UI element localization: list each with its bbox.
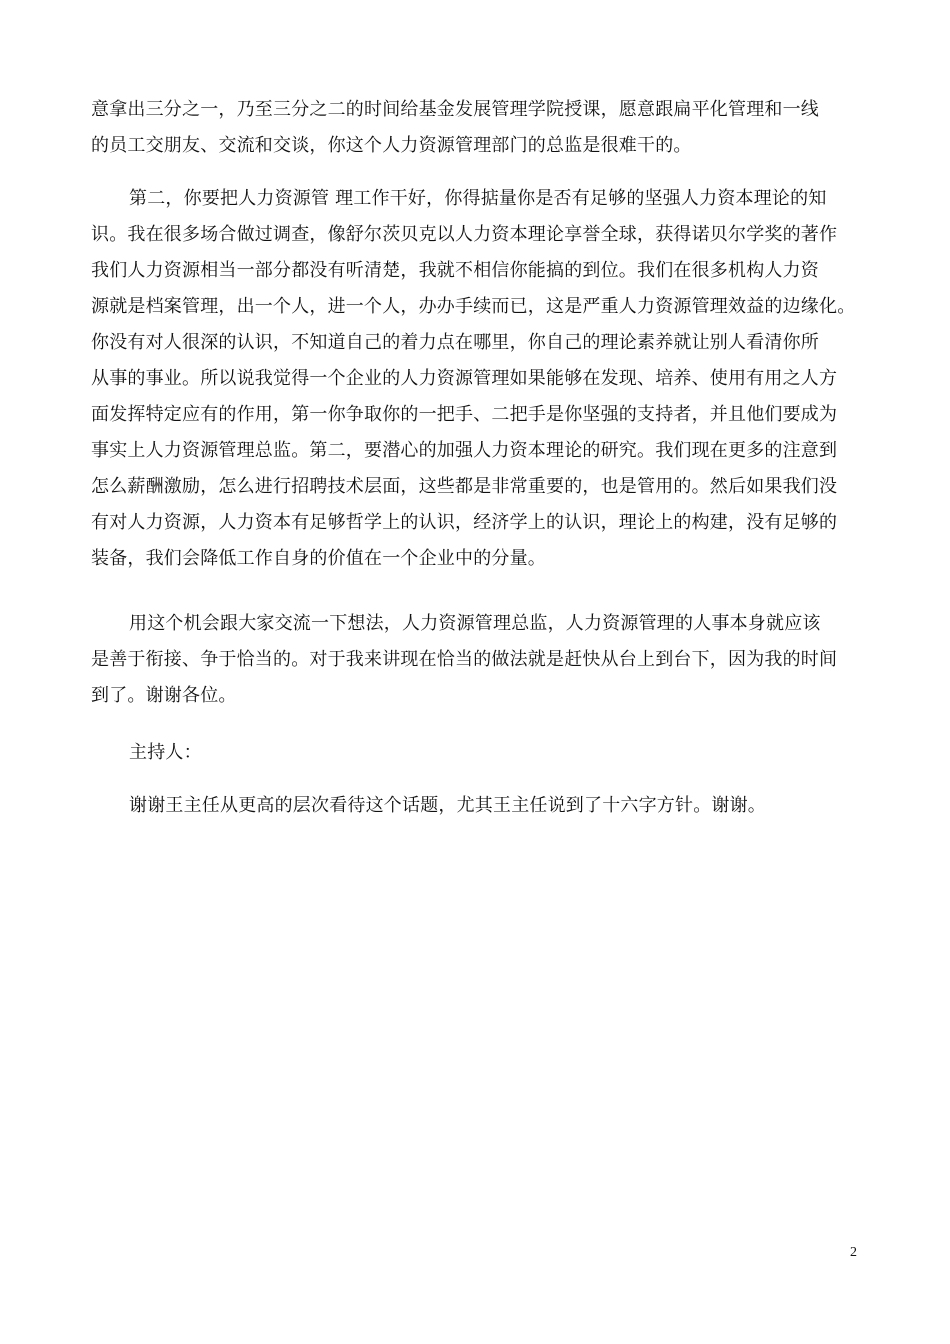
- text-line: 意拿出三分之一，乃至三分之二的时间给基金发展管理学院授课，愿意跟扁平化管理和一线: [91, 99, 819, 120]
- paragraph-closing-remarks: [91, 606, 859, 714]
- text-line: 从事的事业。所以说我觉得一个企业的人力资源管理如果能够在发现、培养、使用有用之人方: [91, 368, 838, 389]
- text-line: 是善于衔接、争于恰当的。对于我来讲现在恰当的做法就是赶快从台上到台下，因为我的时间: [91, 649, 838, 670]
- text-line: 用这个机会跟大家交流一下想法，人力资源管理总监，人力资源管理的人事本身就应该: [129, 613, 821, 634]
- text-line: 面发挥特定应有的作用，第一你争取你的一把手、二把手是你坚强的支持者，并且他们要成为: [91, 404, 838, 425]
- text-line: 的员工交朋友、交流和交谈，你这个人力资源管理部门的总监是很难干的。: [91, 135, 692, 156]
- text-line: 第二，你要把人力资源管 理工作干好，你得掂量你是否有足够的坚强人力资本理论的知: [129, 188, 827, 209]
- text-line: 到了。谢谢各位。: [91, 685, 237, 706]
- text-line: 源就是档案管理，出一个人，进一个人，办办手续而已，这是严重人力资源管理效益的边缘化。: [91, 296, 856, 317]
- text-line: 有对人力资源，人力资本有足够哲学上的认识，经济学上的认识，理论上的构建，没有足够的: [91, 512, 838, 533]
- page-number: 2: [850, 1245, 857, 1260]
- text-line: 谢谢王主任从更高的层次看待这个话题，尤其王主任说到了十六字方针。谢谢。: [129, 795, 766, 816]
- paragraph-continuation: [91, 92, 859, 164]
- text-line: 怎么薪酬激励，怎么进行招聘技术层面，这些都是非常重要的，也是管用的。然后如果我们没: [91, 476, 838, 497]
- text-line: 识。我在很多场合做过调查，像舒尔茨贝克以人力资本理论享誉全球，获得诺贝尔学奖的著作: [91, 224, 838, 245]
- text-line: 我们人力资源相当一部分都没有听清楚，我就不相信你能搞的到位。我们在很多机构人力资: [91, 260, 819, 281]
- paragraph-second-point: [91, 181, 859, 577]
- speaker-label: [91, 735, 859, 771]
- text-line: 你没有对人很深的认识，不知道自己的着力点在哪里，你自己的理论素养就让别人看清你所: [91, 332, 819, 353]
- text-line: 主持人：: [129, 742, 202, 763]
- text-line: 装备，我们会降低工作自身的价值在一个企业中的分量。: [91, 548, 546, 569]
- text-line: 事实上人力资源管理总监。第二，要潜心的加强人力资本理论的研究。我们现在更多的注意到: [91, 440, 838, 461]
- paragraph-host-thanks: [91, 788, 859, 824]
